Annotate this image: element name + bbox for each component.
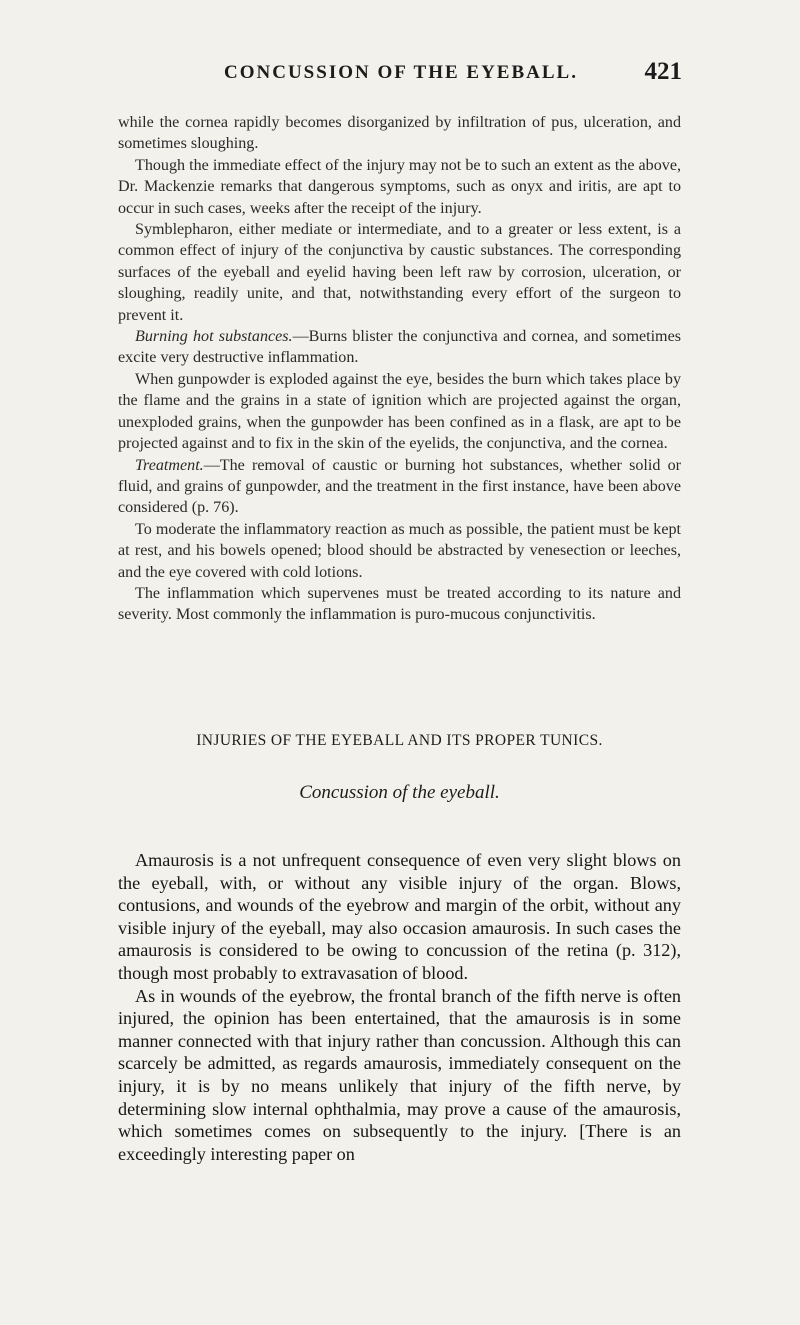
paragraph: To moderate the inflammatory reaction as much as possible, the patient must be kept at rest, and his bowels opened; blood should be abstracted by venesection or leeches, and the eye covered with cold lotions. xyxy=(118,520,681,581)
paragraph: Though the immediate effect of the injury may not be to such an extent as the above, Dr. Mackenzie remarks that dangerous symptoms, such as onyx and iritis, are apt to occur in such cases, weeks after the receipt of the injury. xyxy=(118,156,681,217)
subsection-heading: Concussion of the eyeball. xyxy=(299,782,500,803)
paragraph: The inflammation which supervenes must be treated according to its nature and severity. Most commonly the inflammation is puro-mucous conjunctivitis. xyxy=(118,584,681,624)
paragraph: Amaurosis is a not unfrequent consequence of even very slight blows on the eyeball, with, or without any visible injury of the organ. Blows, contusions, and wounds of the eyebrow and margin of the orbit, without any visible injury of the eyeball, may also occasion amaurosis. In such cases the amaurosis is considered to be owing to concussion of the retina (p. 312), though most probably to extravasation of blood. xyxy=(118,850,681,983)
paragraph-continuation: while the cornea rapidly becomes disorganized by infiltration of pus, ulceration, and sometimes sloughing. xyxy=(118,114,681,153)
lower-text-block xyxy=(118,849,681,1165)
run-in-heading: Burning hot substances. xyxy=(135,328,293,346)
run-in-heading: Treatment. xyxy=(135,456,204,474)
running-head xyxy=(120,58,682,102)
section-heading: INJURIES OF THE EYEBALL AND ITS PROPER TUNICS. xyxy=(196,732,603,749)
running-head-title: CONCUSSION OF THE EYEBALL. xyxy=(224,62,578,83)
paragraph-burning-substances: Burning hot substances.—Burns blister the conjunctiva and cornea, and sometimes excite very destructive inflammation. xyxy=(118,328,681,367)
paragraph-treatment: Treatment.—The removal of caustic or burning hot substances, whether solid or fluid, and grains of gunpowder, and the treatment in the first instance, have been above considered (p. 76). xyxy=(118,456,681,517)
paragraph: When gunpowder is exploded against the eye, besides the burn which takes place by the flame and the grains in a state of ignition which are projected against the organ, unexploded grains, when the gunpowder has been confined as in a flask, are apt to be projected against and to fix in the skin of the eyelids, the conjunctiva, and the cornea. xyxy=(118,370,681,453)
paragraph: As in wounds of the eyebrow, the frontal branch of the fifth nerve is often injured, the opinion has been entertained, that the amaurosis is in some manner connected with that injury rather than concussion. Although this can scarcely be admitted, as regards amaurosis, immediately consequent on the injury, it is by no means unlikely that injury of the fifth nerve, by determining slow internal ophthalmia, may prove a cause of the amaurosis, which sometimes comes on subsequently to the injury. [There is an exceedingly interesting paper on xyxy=(118,985,681,1164)
upper-text-block xyxy=(118,112,681,626)
paragraph: Symblepharon, either mediate or intermediate, and to a greater or less extent, is a common effect of injury of the conjunctiva by caustic substances. The corresponding surfaces of the eyeball and eyelid having been left raw by corrosion, ulceration, or sloughing, readily unite, and that, notwithstanding every effort of the surgeon to prevent it. xyxy=(118,221,681,324)
page-number: 421 xyxy=(644,58,682,85)
